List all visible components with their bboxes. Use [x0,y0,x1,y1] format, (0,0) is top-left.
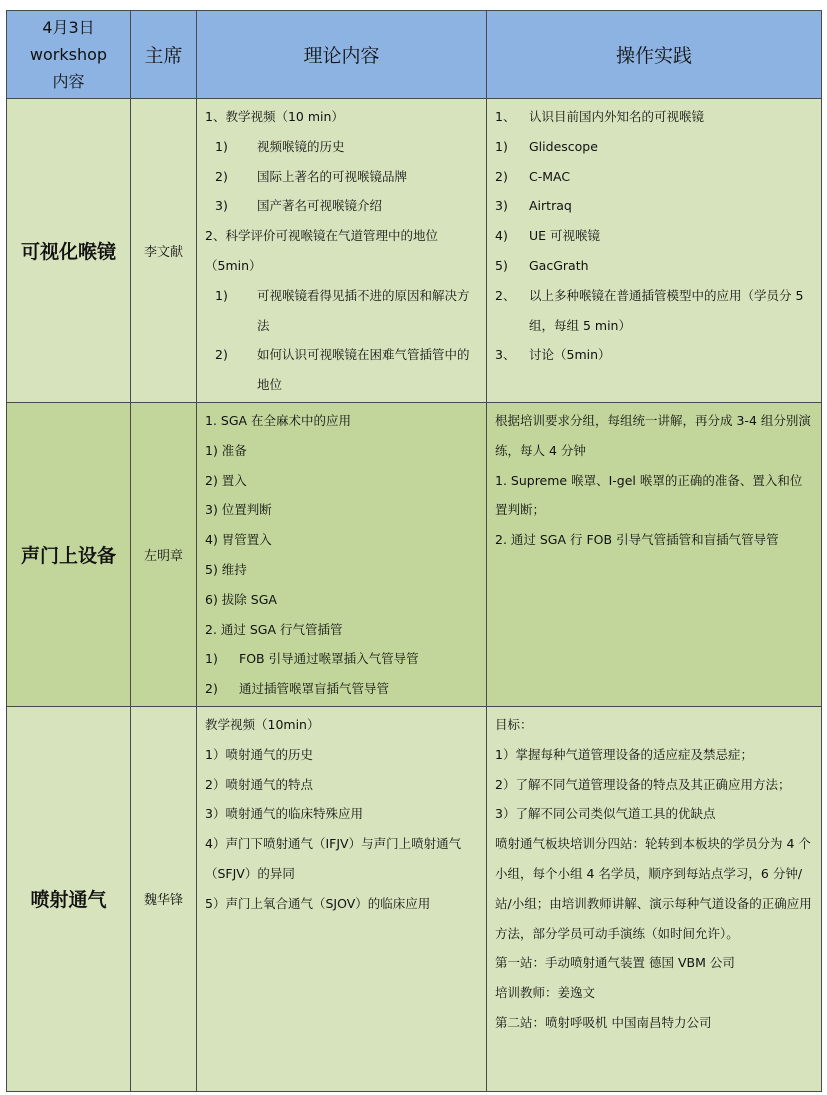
theory-item: 1) 视频喉镜的历史 [215,138,345,154]
practice-item: 3、 讨论（5min） [495,347,611,363]
theory-line: 4）声门下喷射通气（IFJV）与声门上喷射通气（SFJV）的异同 [205,836,462,881]
theory-line: 6) 拔除 SGA [205,591,277,607]
practice-line: 目标： [495,716,533,732]
practice-line: 2. 通过 SGA 行 FOB 引导气管插管和盲插气管导管 [495,532,779,548]
practice-item: 1) Glidescope [495,138,598,154]
header-date [7,11,131,99]
topic-cell: 喷射通气 [7,706,131,1091]
practice-cell [487,99,822,403]
theory-cell [197,402,487,706]
row-supraglottic-device [7,402,822,706]
practice-line: 根据培训要求分组，每组统一讲解，再分成 3-4 组分别演练，每人 4 分钟 [495,412,811,458]
chair-cell: 左明章 [131,402,197,706]
theory-line: 5) 维持 [205,561,247,577]
theory-line: 2) 置入 [205,472,247,488]
practice-line: 2）了解不同气道管理设备的特点及其正确应用方法； [495,776,791,792]
chair-cell: 魏华锋 [131,706,197,1091]
practice-cell [487,402,822,706]
theory-item: 1) 可视喉镜看得见插不进的原因和解决方法 [215,287,470,333]
practice-line: 1. Supreme 喉罩、I-gel 喉罩的正确的准备、置入和位置判断； [495,472,803,518]
practice-item: 3) Airtraq [495,198,572,214]
practice-line: 1）掌握每种气道管理设备的适应症及禁忌症； [495,746,753,762]
practice-item: 2、 以上多种喉镜在普通插管模型中的应用（学员分 5 组，每组 5 min） [495,287,804,333]
theory-line: 2. 通过 SGA 行气管插管 [205,621,343,637]
workshop-schedule-table [6,10,822,1092]
topic-cell: 声门上设备 [7,402,131,706]
theory-line: 1）喷射通气的历史 [205,746,313,762]
header-chair: 主席 [131,11,197,99]
practice-line: 第二站：喷射呼吸机 中国南昌特力公司 [495,1014,712,1030]
theory-line: 1. SGA 在全麻术中的应用 [205,412,352,428]
theory-line: 3) 位置判断 [205,502,272,518]
theory-line: 2、科学评价可视喉镜在气道管理中的地位（5min） [205,228,438,273]
practice-line: 喷射通气板块培训分四站：轮转到本板块的学员分为 4 个小组，每个小组 4 名学员，顺序到每站点学习，6 分钟/站/小组；由培训教师讲解、演示每种气道设备的正确应用方法，部分学员可动手演练（如时间允许）。 [495,836,812,941]
practice-item: 1、 认识目前国内外知名的可视喉镜 [495,109,705,124]
header-row [7,11,822,99]
theory-cell [197,99,487,403]
row-video-laryngoscope [7,99,822,403]
practice-line: 3）了解不同公司类似气道工具的优缺点 [495,806,716,822]
header-practice: 操作实践 [487,11,822,99]
theory-line: 2）喷射通气的特点 [205,776,313,792]
theory-line: 1) 准备 [205,442,247,458]
practice-item: 2) C-MAC [495,168,571,184]
theory-line: 教学视频（10min） [205,716,320,732]
theory-line: 5）声门上氧合通气（SJOV）的临床应用 [205,895,431,911]
row-jet-ventilation [7,706,822,1091]
theory-item: 2) 如何认识可视喉镜在困难气管插管中的地位 [215,347,470,393]
theory-item: 2) 国际上著名的可视喉镜品牌 [215,168,408,184]
practice-item: 5) GacGrath [495,257,589,273]
theory-cell [197,706,487,1091]
practice-line: 培训教师：姜逸文 [495,985,596,1001]
theory-item: 2) 通过插管喉罩盲插气管导管 [205,681,390,697]
theory-line: 3）喷射通气的临床特殊应用 [205,806,363,822]
theory-item: 3) 国产著名可视喉镜介绍 [215,198,383,214]
theory-line: 1、教学视频（10 min） [205,109,344,124]
header-date-line1: 4月3日 [42,18,95,37]
practice-line: 第一站：手动喷射通气装置 德国 VBM 公司 [495,955,735,971]
theory-line: 4) 胃管置入 [205,532,272,548]
practice-cell [487,706,822,1091]
header-date-line2: workshop [29,45,108,64]
header-theory: 理论内容 [197,11,487,99]
header-date-line3: 内容 [52,72,85,91]
chair-cell: 李文献 [131,99,197,403]
theory-item: 1) FOB 引导通过喉罩插入气管导管 [205,651,419,667]
topic-cell: 可视化喉镜 [7,99,131,403]
practice-item: 4) UE 可视喉镜 [495,228,601,244]
